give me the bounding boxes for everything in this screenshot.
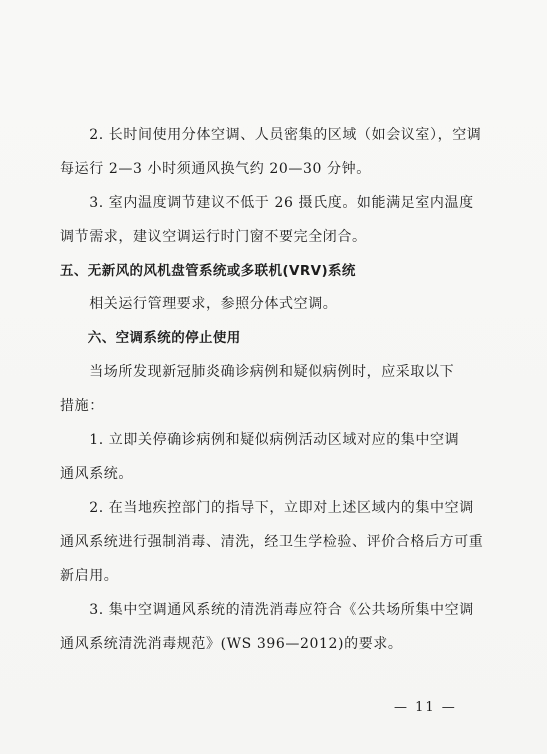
section-5-text: 相关运行管理要求，参照分体式空调。	[60, 296, 338, 312]
section-6-intro-line-2: 措施：	[60, 398, 104, 414]
section-heading-6: 六、空调系统的停止使用	[60, 330, 241, 346]
measure-3-line-2: 通风系统清洗消毒规范》(WS 396—2012)的要求。	[60, 636, 403, 652]
measure-1-line-1: 1. 立即关停确诊病例和疑似病例活动区域对应的集中空调	[60, 432, 460, 448]
page-number: — 11 —	[394, 700, 457, 715]
measure-2-line-1: 2. 在当地疾控部门的指导下，立即对上述区域内的集中空调	[60, 500, 474, 516]
measure-3-line-1: 3. 集中空调通风系统的清洗消毒应符合《公共场所集中空调	[60, 602, 474, 618]
measure-1-line-2: 通风系统。	[60, 466, 133, 482]
section-heading-5: 五、无新风的风机盘管系统或多联机(VRV)系统	[60, 263, 356, 279]
paragraph-3-line-2: 调节需求，建议空调运行时门窗不要完全闭合。	[60, 229, 367, 245]
paragraph-2-line-1: 2. 长时间使用分体空调、人员密集的区域（如会议室），空调	[60, 127, 482, 143]
paragraph-3-line-1: 3. 室内温度调节建议不低于 26 摄氏度。如能满足室内温度	[60, 195, 474, 211]
paragraph-2-line-2: 每运行 2—3 小时须通风换气约 20—30 分钟。	[60, 161, 371, 177]
measure-2-line-3: 新启用。	[60, 568, 119, 584]
measure-2-line-2: 通风系统进行强制消毒、清洗，经卫生学检验、评价合格后方可重	[60, 534, 484, 550]
section-6-intro-line-1: 当场所发现新冠肺炎确诊病例和疑似病例时，应采取以下	[60, 364, 455, 380]
